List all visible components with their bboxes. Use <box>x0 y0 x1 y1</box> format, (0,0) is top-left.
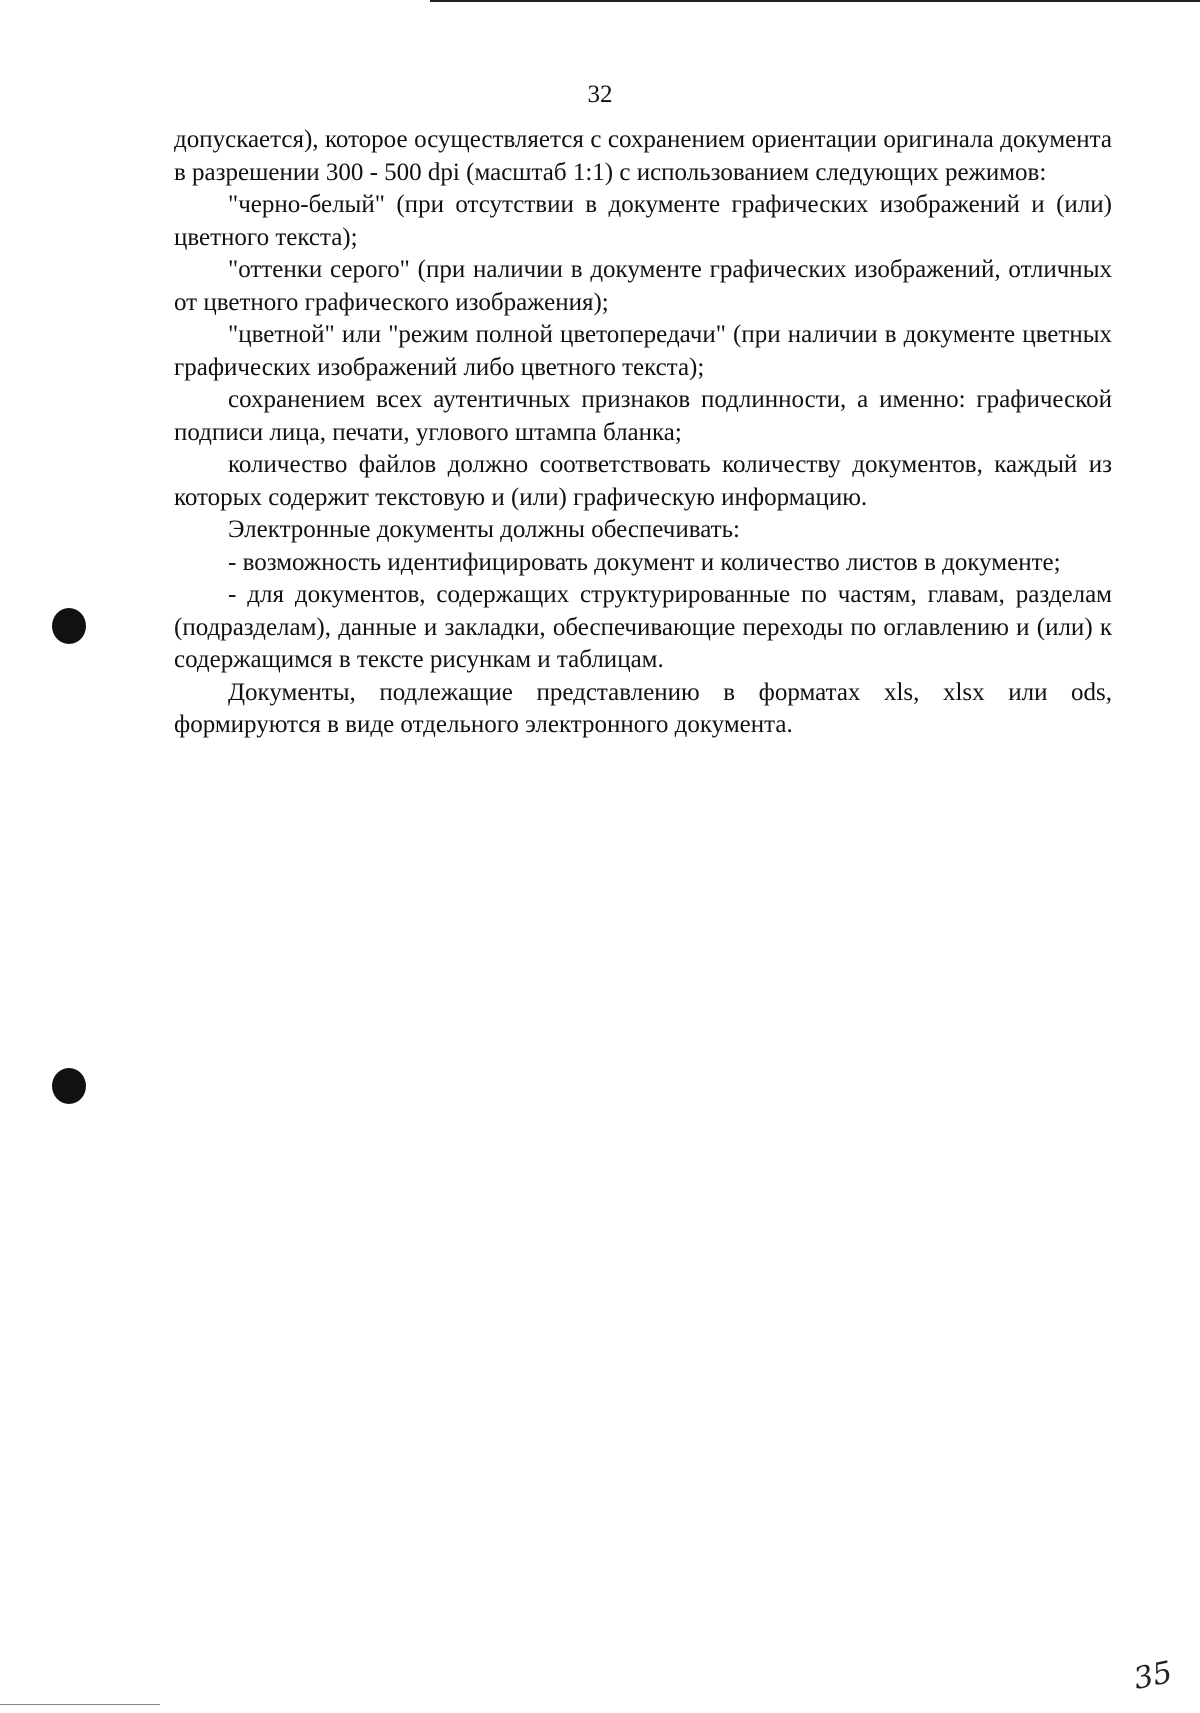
punch-hole-mark <box>52 1068 86 1104</box>
paragraph-mode-black-white: "черно-белый" (при отсутствии в документе графических изображений и (или) цветного текста); <box>174 191 1112 251</box>
document-body <box>174 124 1112 742</box>
paragraph-spreadsheet-formats: Документы, подлежащие представлению в форматах xls, xlsx или ods, формируются в виде отдельного электронного документа. <box>174 678 1112 738</box>
punch-hole-mark <box>52 608 86 644</box>
page-number: 32 <box>587 81 613 108</box>
paragraph-file-count: количество файлов должно соответствовать количеству документов, каждый из которых содержит текстовую и (или) графическую информацию. <box>174 451 1112 511</box>
paragraph-requirement-bookmarks: - для документов, содержащих структурированные по частям, главам, разделам (подразделам), данные и закладки, обеспечивающие переходы по оглавлению и (или) к содержащимся в тексте рисункам и таблицам. <box>174 581 1112 673</box>
handwritten-sheet-number: 35 <box>1130 1654 1176 1697</box>
paragraph-requirement-identify: - возможность идентифицировать документ и количество листов в документе; <box>228 548 1061 576</box>
paragraph-requirements-heading: Электронные документы должны обеспечивать: <box>228 516 740 543</box>
paragraph-mode-grayscale: "оттенки серого" (при наличии в документе графических изображений, отличных от цветного графического изображения); <box>174 256 1112 316</box>
paragraph-authenticity: сохранением всех аутентичных признаков подлинности, а именно: графической подписи лица, печати, углового штампа бланка; <box>174 386 1112 446</box>
paragraph-continuation: допускается), которое осуществляется с сохранением ориентации оригинала документа в разрешении 300 - 500 dpi (масштаб 1:1) с использованием следующих режимов: <box>174 126 1112 186</box>
bottom-edge-rule <box>0 1704 160 1705</box>
top-edge-rule <box>430 0 1200 2</box>
paragraph-mode-color: "цветной" или "режим полной цветопередачи" (при наличии в документе цветных графических изображений либо цветного текста); <box>174 321 1112 381</box>
